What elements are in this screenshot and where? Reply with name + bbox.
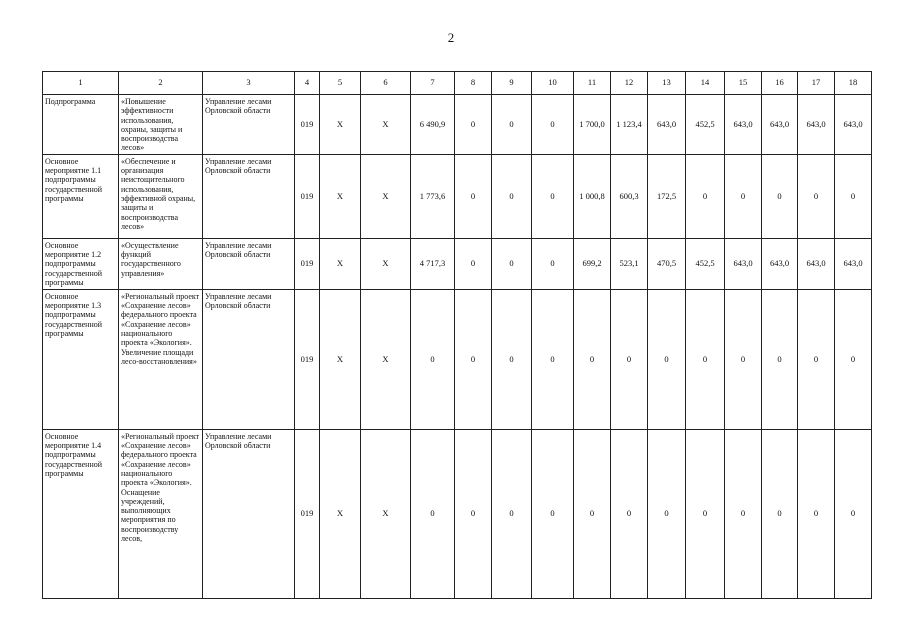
value-cell: X xyxy=(320,289,361,429)
value-cell: 0 xyxy=(532,238,574,289)
value-cell: 0 xyxy=(492,238,532,289)
column-header: 15 xyxy=(725,72,762,95)
value-cell: 019 xyxy=(295,429,320,598)
column-header: 9 xyxy=(492,72,532,95)
value-cell: X xyxy=(320,154,361,238)
column-header: 2 xyxy=(119,72,203,95)
table-row xyxy=(43,238,872,289)
value-cell: 643,0 xyxy=(798,95,835,155)
table-row xyxy=(43,95,872,155)
value-cell: 470,5 xyxy=(648,238,686,289)
value-cell: 643,0 xyxy=(835,238,872,289)
value-cell: 0 xyxy=(686,429,725,598)
executor-cell: Управление лесами Орловской области xyxy=(203,289,295,429)
column-header: 5 xyxy=(320,72,361,95)
value-cell: 0 xyxy=(532,289,574,429)
value-cell: 1 773,6 xyxy=(411,154,455,238)
value-cell: 1 700,0 xyxy=(574,95,611,155)
value-cell: 172,5 xyxy=(648,154,686,238)
executor-cell: Управление лесами Орловской области xyxy=(203,429,295,598)
value-cell: 452,5 xyxy=(686,238,725,289)
value-cell: X xyxy=(320,429,361,598)
value-cell: 4 717,3 xyxy=(411,238,455,289)
program-title-cell: «Повышение эффективности использования, охраны, защиты и воспроизводства лесов» xyxy=(119,95,203,155)
column-header: 13 xyxy=(648,72,686,95)
value-cell: 1 123,4 xyxy=(611,95,648,155)
page-number: 2 xyxy=(447,30,455,45)
value-cell: 0 xyxy=(686,289,725,429)
value-cell: 0 xyxy=(455,429,492,598)
value-cell: 019 xyxy=(295,238,320,289)
value-cell: 0 xyxy=(532,95,574,155)
value-cell: 0 xyxy=(835,154,872,238)
value-cell: 0 xyxy=(532,429,574,598)
value-cell: 0 xyxy=(762,154,798,238)
value-cell: 0 xyxy=(725,429,762,598)
value-cell: 0 xyxy=(455,95,492,155)
value-cell: 019 xyxy=(295,95,320,155)
value-cell: 0 xyxy=(648,289,686,429)
executor-cell: Управление лесами Орловской области xyxy=(203,154,295,238)
column-header: 7 xyxy=(411,72,455,95)
value-cell: 0 xyxy=(835,429,872,598)
value-cell: 0 xyxy=(492,289,532,429)
table-row xyxy=(43,154,872,238)
value-cell: X xyxy=(320,95,361,155)
value-cell: 0 xyxy=(574,429,611,598)
value-cell: 0 xyxy=(798,154,835,238)
value-cell: 643,0 xyxy=(835,95,872,155)
value-cell: 0 xyxy=(611,429,648,598)
header-row xyxy=(43,72,872,95)
column-header: 1 xyxy=(43,72,119,95)
value-cell: 0 xyxy=(725,289,762,429)
value-cell: 0 xyxy=(686,154,725,238)
column-header: 8 xyxy=(455,72,492,95)
value-cell: 0 xyxy=(492,429,532,598)
value-cell: X xyxy=(361,154,411,238)
value-cell: 0 xyxy=(798,429,835,598)
column-header: 16 xyxy=(762,72,798,95)
value-cell: 0 xyxy=(411,289,455,429)
value-cell: 600,3 xyxy=(611,154,648,238)
value-cell: 0 xyxy=(725,154,762,238)
program-level-cell: Основное мероприятие 1.4 подпрограммы государственной программы xyxy=(43,429,119,598)
column-header: 11 xyxy=(574,72,611,95)
column-header: 17 xyxy=(798,72,835,95)
program-title-cell: «Обеспечение и организация неистощительного использования, эффективной охраны, защиты и воспроизводства лесов» xyxy=(119,154,203,238)
program-level-cell: Основное мероприятие 1.3 подпрограммы государственной программы xyxy=(43,289,119,429)
value-cell: 0 xyxy=(492,95,532,155)
value-cell: 643,0 xyxy=(762,95,798,155)
program-title-cell: «Осуществление функций государственного управления» xyxy=(119,238,203,289)
value-cell: 0 xyxy=(762,289,798,429)
value-cell: 643,0 xyxy=(798,238,835,289)
value-cell: 523,1 xyxy=(611,238,648,289)
program-title-cell: «Региональный проект «Сохранение лесов» федерального проекта «Сохранение лесов» национального проекта «Экология». Увеличение площади лесо-восстановления» xyxy=(119,289,203,429)
value-cell: 0 xyxy=(455,238,492,289)
table-row xyxy=(43,429,872,598)
value-cell: 0 xyxy=(835,289,872,429)
table-row xyxy=(43,289,872,429)
column-header: 18 xyxy=(835,72,872,95)
budget-table xyxy=(42,71,872,599)
value-cell: X xyxy=(361,289,411,429)
value-cell: 0 xyxy=(455,154,492,238)
value-cell: 0 xyxy=(611,289,648,429)
value-cell: X xyxy=(361,95,411,155)
value-cell: 0 xyxy=(762,429,798,598)
value-cell: 0 xyxy=(492,154,532,238)
value-cell: 452,5 xyxy=(686,95,725,155)
value-cell: 643,0 xyxy=(725,238,762,289)
value-cell: 0 xyxy=(411,429,455,598)
value-cell: 0 xyxy=(798,289,835,429)
column-header: 14 xyxy=(686,72,725,95)
program-level-cell: Основное мероприятие 1.2 подпрограммы государственной программы xyxy=(43,238,119,289)
value-cell: 0 xyxy=(574,289,611,429)
value-cell: 0 xyxy=(455,289,492,429)
executor-cell: Управление лесами Орловской области xyxy=(203,238,295,289)
column-header: 4 xyxy=(295,72,320,95)
column-header: 12 xyxy=(611,72,648,95)
value-cell: X xyxy=(361,238,411,289)
program-level-cell: Основное мероприятие 1.1 подпрограммы государственной программы xyxy=(43,154,119,238)
program-level-cell: Подпрограмма xyxy=(43,95,119,155)
value-cell: 0 xyxy=(532,154,574,238)
value-cell: 1 000,8 xyxy=(574,154,611,238)
value-cell: 643,0 xyxy=(725,95,762,155)
value-cell: 643,0 xyxy=(648,95,686,155)
value-cell: 019 xyxy=(295,289,320,429)
value-cell: 0 xyxy=(648,429,686,598)
value-cell: X xyxy=(320,238,361,289)
value-cell: X xyxy=(361,429,411,598)
value-cell: 699,2 xyxy=(574,238,611,289)
value-cell: 6 490,9 xyxy=(411,95,455,155)
executor-cell: Управление лесами Орловской области xyxy=(203,95,295,155)
column-header: 6 xyxy=(361,72,411,95)
program-title-cell: «Региональный проект «Сохранение лесов» федерального проекта «Сохранение лесов» национального проекта «Экология». Оснащение учреждений, выполняющих мероприятия по воспроизводству лесов, xyxy=(119,429,203,598)
value-cell: 643,0 xyxy=(762,238,798,289)
column-header: 3 xyxy=(203,72,295,95)
value-cell: 019 xyxy=(295,154,320,238)
column-header: 10 xyxy=(532,72,574,95)
